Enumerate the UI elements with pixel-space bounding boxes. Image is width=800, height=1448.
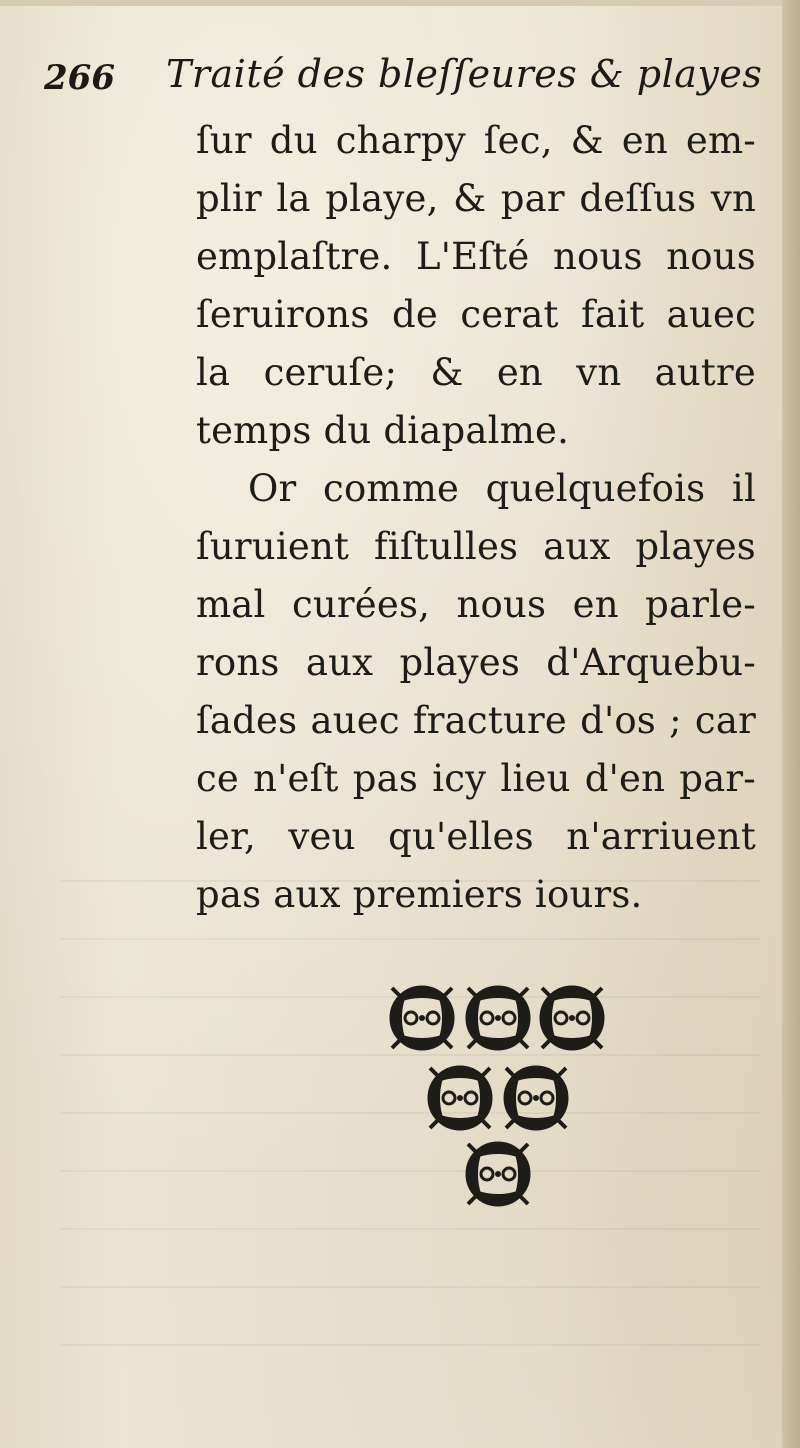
page-number: 266 xyxy=(44,58,115,98)
text-line: ſeruirons de cerat fait auec xyxy=(196,293,756,336)
text-line: ſades auec fracture d'os ; car xyxy=(196,699,756,742)
text-line: la ceruſe; & en vn autre xyxy=(196,351,756,394)
text-line: temps du diapalme. xyxy=(196,409,570,452)
fleuron-tailpiece-icon xyxy=(380,976,620,1216)
text-line: ce n'eſt pas icy lieu d'en par- xyxy=(196,757,756,800)
text-line: plir la playe, & par deſſus vn xyxy=(196,177,756,220)
text-line: ler, veu qu'elles n'arriuent xyxy=(196,815,756,858)
page-right-edge xyxy=(782,0,800,1448)
running-title: Traité des bleſſeures & playes xyxy=(166,52,763,96)
text-line: pas aux premiers iours. xyxy=(196,873,643,916)
body-text xyxy=(196,112,756,924)
page-header xyxy=(44,52,763,112)
text-line: ſur du charpy ſec, & en em- xyxy=(196,119,756,162)
text-line: Or comme quelquefois il xyxy=(248,467,756,510)
text-line: rons aux playes d'Arquebu- xyxy=(196,641,756,684)
text-line: emplaſtre. L'Eſté nous nous xyxy=(196,235,756,278)
text-line: mal curées, nous en parle- xyxy=(196,583,756,626)
text-line: ſuruient fiſtulles aux playes xyxy=(196,525,756,568)
page-top-edge xyxy=(0,0,800,6)
